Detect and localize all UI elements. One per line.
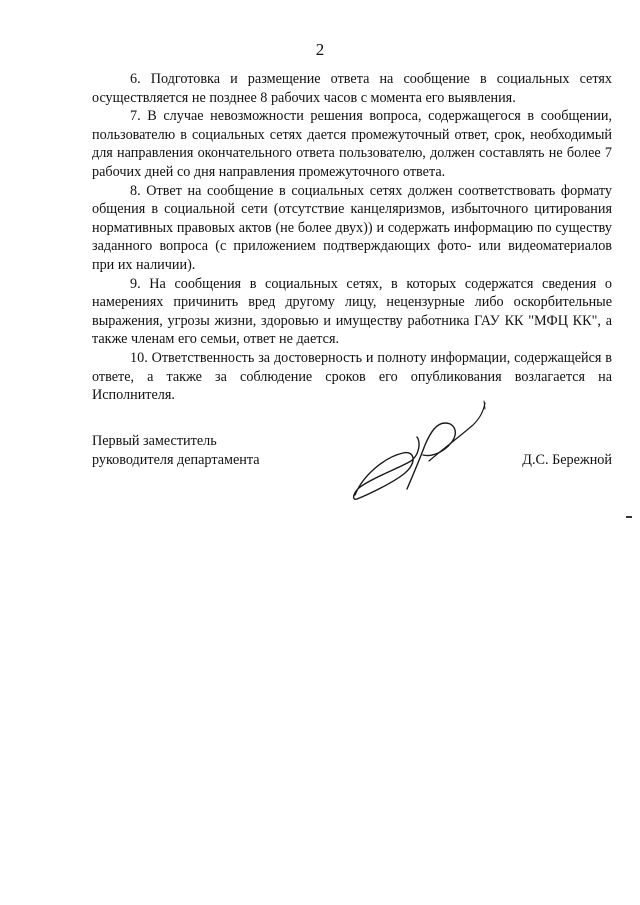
paragraph-10: 10. Ответственность за достоверность и полноту информации, содержащейся в ответе, а также за соблюдение сроков его опубликования возлагается на Исполнителя. xyxy=(92,349,612,404)
signer-title-line1: Первый заместитель xyxy=(92,433,217,449)
paragraph-9: 9. На сообщения в социальных сетях, в которых содержатся сведения о намерениях причинить вред другому лицу, нецензурные либо оскорбительные выражения, угрозы жизни, здоровью и имуществу работника ГАУ КК "МФЦ КК", а также членам его семьи, ответ не дается. xyxy=(92,275,612,348)
document-body xyxy=(92,70,612,405)
scan-edge-mark xyxy=(626,516,632,518)
paragraph-8: 8. Ответ на сообщение в социальных сетях должен соответствовать формату общения в социальной сети (отсутствие канцеляризмов, избыточного цитирования нормативных правовых актов (не более двух)) и содержать информацию по существу заданного вопроса (с приложением подтверждающих фото- или видеоматериалов при их наличии). xyxy=(92,182,612,273)
paragraph-6: 6. Подготовка и размещение ответа на сообщение в социальных сетях осуществляется не позднее 8 рабочих часов с момента его выявления. xyxy=(92,71,612,106)
handwritten-signature xyxy=(345,395,495,510)
paragraph-7: 7. В случае невозможности решения вопроса, содержащегося в сообщении, пользователю в социальных сетях дается промежуточный ответ, срок, необходимый для направления окончательного ответа пользователю, должен составлять не более 7 рабочих дней со дня направления промежуточного ответа. xyxy=(92,108,612,180)
signer-name: Д.С. Бережной xyxy=(522,452,612,468)
signer-title-line2: руководителя департамента xyxy=(92,452,260,468)
page-number: 2 xyxy=(315,40,325,59)
signer-title xyxy=(92,432,260,470)
